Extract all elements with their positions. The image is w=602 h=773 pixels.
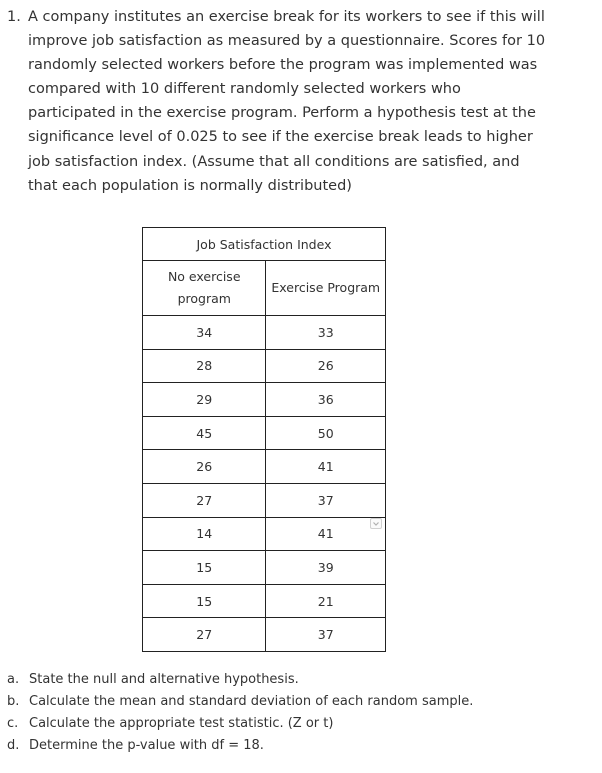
no-exercise-score: 28 [143,349,266,383]
question-block [7,5,547,198]
no-exercise-score: 15 [143,584,266,618]
list-item [7,713,473,735]
no-exercise-score: 27 [143,618,266,652]
part-letter: a. [7,672,20,687]
exercise-score: 41 [266,450,386,484]
table-row [143,349,386,383]
exercise-score: 41 [266,517,386,551]
table-row [143,450,386,484]
part-text: Determine the p-value with df = 18. [29,738,264,753]
list-item [7,669,473,691]
question-text: A company institutes an exercise break for its workers to see if this will improve job satisfaction as measured by a questionnaire. Scores for 10 randomly selected workers before the program was implemented was compared with 10 different randomly selected workers who participated in the exercise program. Perform a hypothesis test at the significance level of 0.025 to see if the exercise break leads to higher job satisfaction index. (Assume that all conditions are satisfied, and that each population is normally distributed) [28,9,546,194]
exercise-score: 37 [266,618,386,652]
exercise-score: 50 [266,416,386,450]
part-letter: d. [7,738,20,753]
chevron-down-icon[interactable] [370,518,382,529]
table-row [143,618,386,652]
part-letter: c. [7,716,19,731]
no-exercise-score: 29 [143,383,266,417]
table-row [143,551,386,585]
no-exercise-score: 45 [143,416,266,450]
exercise-score: 21 [266,584,386,618]
chevron-down-glyph [371,519,381,528]
no-exercise-score: 15 [143,551,266,585]
column-header-exercise: Exercise Program [266,261,386,316]
part-text: Calculate the mean and standard deviation of each random sample. [29,694,474,709]
question-number: 1. [7,9,21,25]
table-row [143,316,386,350]
part-text: Calculate the appropriate test statistic. (Z or t) [29,716,334,731]
exercise-score: 33 [266,316,386,350]
table-row [143,483,386,517]
exercise-score: 26 [266,349,386,383]
job-satisfaction-table [142,227,386,652]
table-row [143,383,386,417]
table-row [143,416,386,450]
table-row [143,517,386,551]
table-title: Job Satisfaction Index [143,228,386,261]
list-item [7,691,473,713]
no-exercise-score: 26 [143,450,266,484]
no-exercise-score: 14 [143,517,266,551]
part-letter: b. [7,694,20,709]
part-text: State the null and alternative hypothesis. [29,672,299,687]
no-exercise-score: 27 [143,483,266,517]
list-item [7,735,473,757]
no-exercise-score: 34 [143,316,266,350]
column-header-no-exercise: No exercise program [143,261,266,316]
table-row [143,584,386,618]
exercise-score: 36 [266,383,386,417]
exercise-score: 39 [266,551,386,585]
exercise-score: 37 [266,483,386,517]
question-parts-list [7,669,473,757]
